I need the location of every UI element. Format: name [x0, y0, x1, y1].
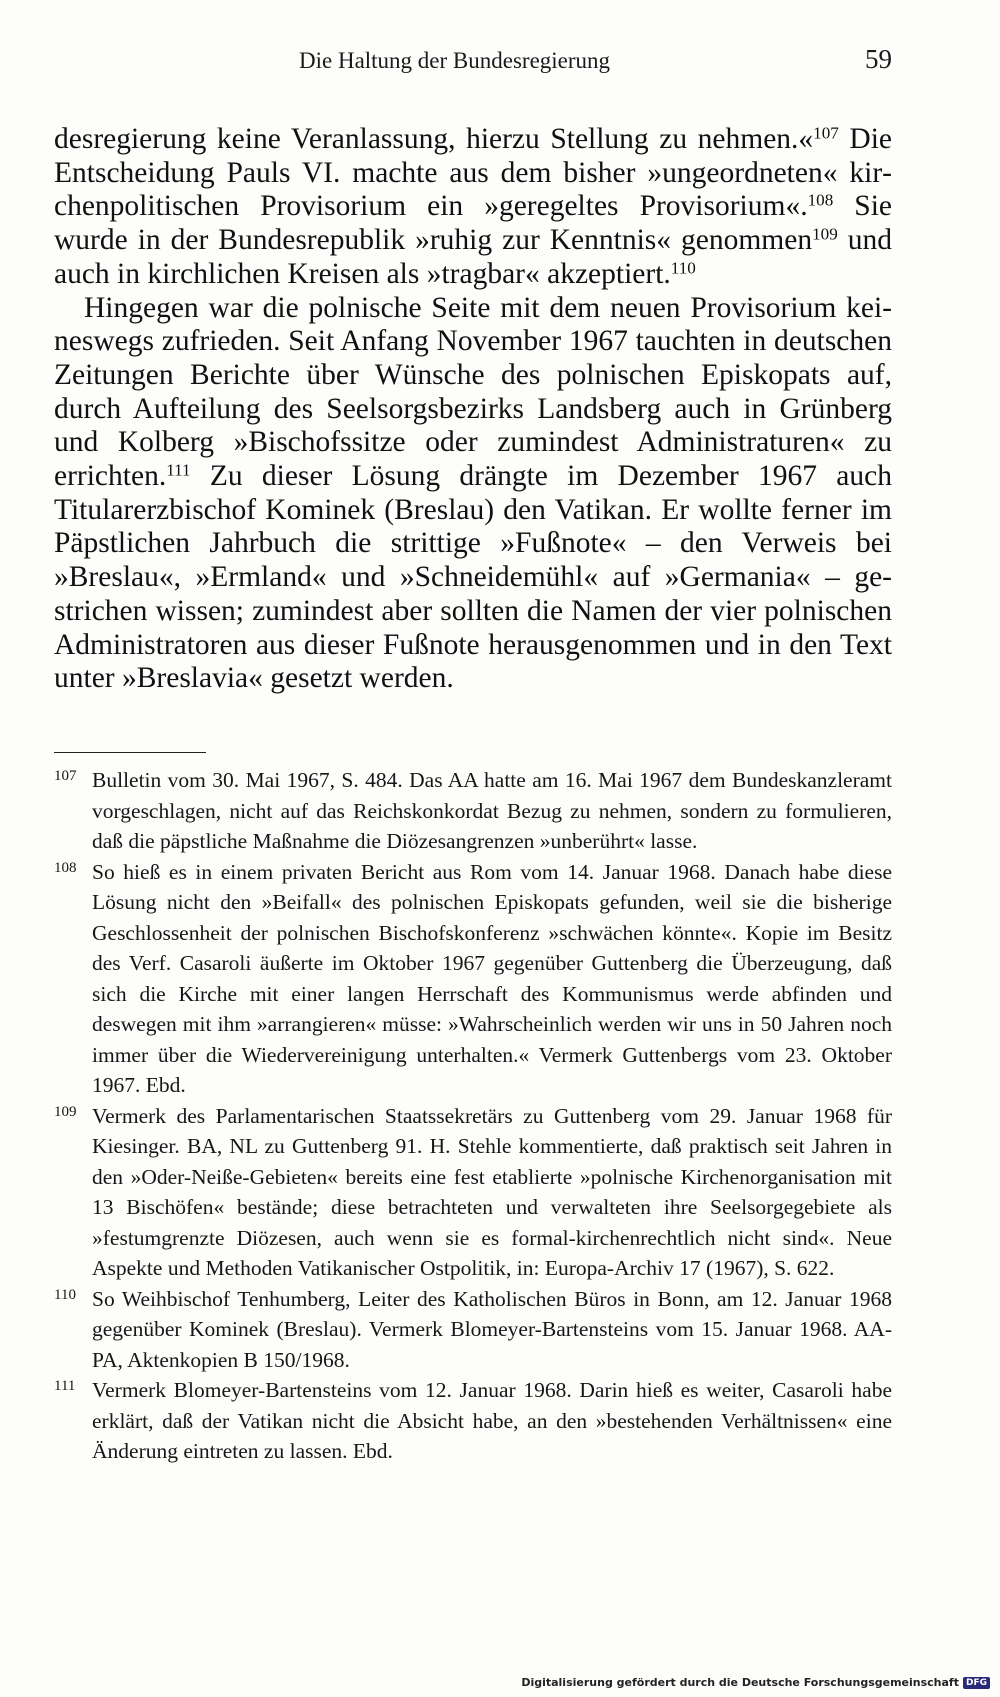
paragraph-2: [54, 292, 892, 696]
text-run: Hingegen war die polnische Seite mit dem neuen Provisorium keineswegs zufrieden. Seit Anfang November 1967 tauchten in deutschen Zeitungen Berichte über Wünsche des polnischen Episkopats auf, durch Aufteilung des Seelsorgsbezirks Landsberg auch in Grünberg und Kolberg »Bischofssitze oder zumindest Administraturen« zu errichten.: [54, 291, 892, 493]
footnote-text: Vermerk des Parlamentarischen Staatssekretärs zu Guttenberg vom 29. Januar 1968 für Kiesinger. BA, NL zu Guttenberg 91. H. Stehle kommentierte, daß praktisch seit Jahren in den »Oder-Neiße-Gebieten« bereits eine fest etablierte »polnische Kirchenorganisation mit 13 Bischöfen« bestände; diese betrachteten und verwalteten ihre Seelsorgegebiete als »festumgrenzte Diözesen, auch wenn sie es formal-kirchenrechtlich nicht sind«. Neue Aspekte und Methoden Vatikanischer Ostpolitik, in: Europa-Archiv 17 (1967), S. 622.: [92, 1103, 892, 1280]
footnote-ref: 111: [166, 460, 191, 480]
footnote-ref: 108: [807, 191, 834, 210]
text-run: desregierung keine Veranlassung, hierzu Stellung zu nehmen.«: [54, 123, 814, 155]
text-run: Die Entscheidung Pauls VI. machte aus dem bisher »ungeordneten« kirchenpolitischen Provisorium ein »geregeltes Provisorium«.: [54, 123, 893, 223]
footnote: [54, 1284, 892, 1376]
footnote-text: So Weihbischof Tenhumberg, Leiter des Katholischen Büros in Bonn, am 12. Januar 1968 gegenüber Kominek (Breslau). Vermerk Blomeyer-Bartensteins vom 15. Januar 1968. AA-PA, Aktenkopien B 150/1968.: [92, 1286, 892, 1372]
footnote-text: Bulletin vom 30. Mai 1967, S. 484. Das AA hatte am 16. Mai 1967 dem Bundeskanzleramt vorgeschlagen, nicht auf das Reichskonkordat Bezug zu nehmen, sondern zu formulieren, daß die päpstliche Maßnahme die Diözesangrenzen »unberührt« lasse.: [92, 768, 892, 853]
text-run: Zu dieser Lösung drängte im Dezember 1967 auch Titularerzbischof Kominek (Breslau) den Vatikan. Er wollte ferner im Päpstlichen Jahrbuch die strittige »Fußnote« – den Verweis bei »Breslau«, »Ermland« und »Schneidemühl« auf »Germania« – gestrichen wissen; zumindest aber sollten die Namen der vier polnischen Administratoren aus dieser Fußnote herausgenommen und in den Text unter »Breslavia« gesetzt werden.: [54, 460, 892, 695]
page-number: 59: [865, 44, 892, 74]
footnote-number: 110: [54, 1286, 76, 1303]
footnote-ref: 107: [813, 123, 839, 143]
footnote-separator: [54, 752, 206, 753]
main-text: [54, 123, 892, 696]
page-header: [54, 44, 892, 84]
footnote: [54, 765, 892, 857]
text-run: und auch in kirchlichen Kreisen als »tragbar« akzeptiert.: [54, 224, 893, 290]
running-head: Die Haltung der Bundesregierung: [299, 48, 611, 73]
footnote-number: 108: [54, 859, 77, 876]
footnote-number: 111: [54, 1378, 76, 1394]
footnote-number: 107: [54, 768, 77, 784]
footnote: [54, 1101, 892, 1284]
footnote-text: So hieß es in einem privaten Bericht aus Rom vom 14. Januar 1968. Danach habe diese Lösung nicht den »Beifall« des polnischen Episkopats gefunden, weil sie die bisherige Geschlossenheit der polnischen Bischofskonferenz »schwächen könnte«. Kopie im Besitz des Verf. Casaroli äußerte im Oktober 1967 gegenüber Guttenberg die Überzeugung, daß sich die Kirche mit einer langen Herrschaft des Kommunismus werde abfinden und deswegen mit ihm »arrangieren« müsse: »Wahrscheinlich werden wir uns in 50 Jahren noch immer über die Wiedervereinigung unterhalten.« Vermerk Guttenbergs vom 23. Oktober 1967. Ebd.: [92, 859, 892, 1097]
paragraph-1: [54, 123, 892, 292]
footnote: [54, 1375, 892, 1467]
footnote-ref: 110: [670, 258, 696, 278]
footnote-ref: 109: [812, 224, 838, 244]
footnotes: [54, 765, 892, 1467]
footer-text: Digitalisierung gefördert durch die Deutsche Forschungsgemeinschaft: [521, 1676, 959, 1689]
footnote-text: Vermerk Blomeyer-Bartensteins vom 12. Januar 1968. Darin hieß es weiter, Casaroli habe erklärt, daß der Vatikan nicht die Absicht habe, an den »bestehenden Verhältnissen« eine Änderung eintreten zu lassen. Ebd.: [92, 1378, 892, 1463]
text-run: Sie wurde in der Bundesrepublik »ruhig zur Kenntnis« genommen: [54, 190, 892, 257]
dfg-logo: DFG: [963, 1677, 990, 1689]
footnote: [54, 857, 892, 1101]
digitization-footer: [521, 1676, 990, 1689]
footnote-number: 109: [54, 1103, 77, 1120]
